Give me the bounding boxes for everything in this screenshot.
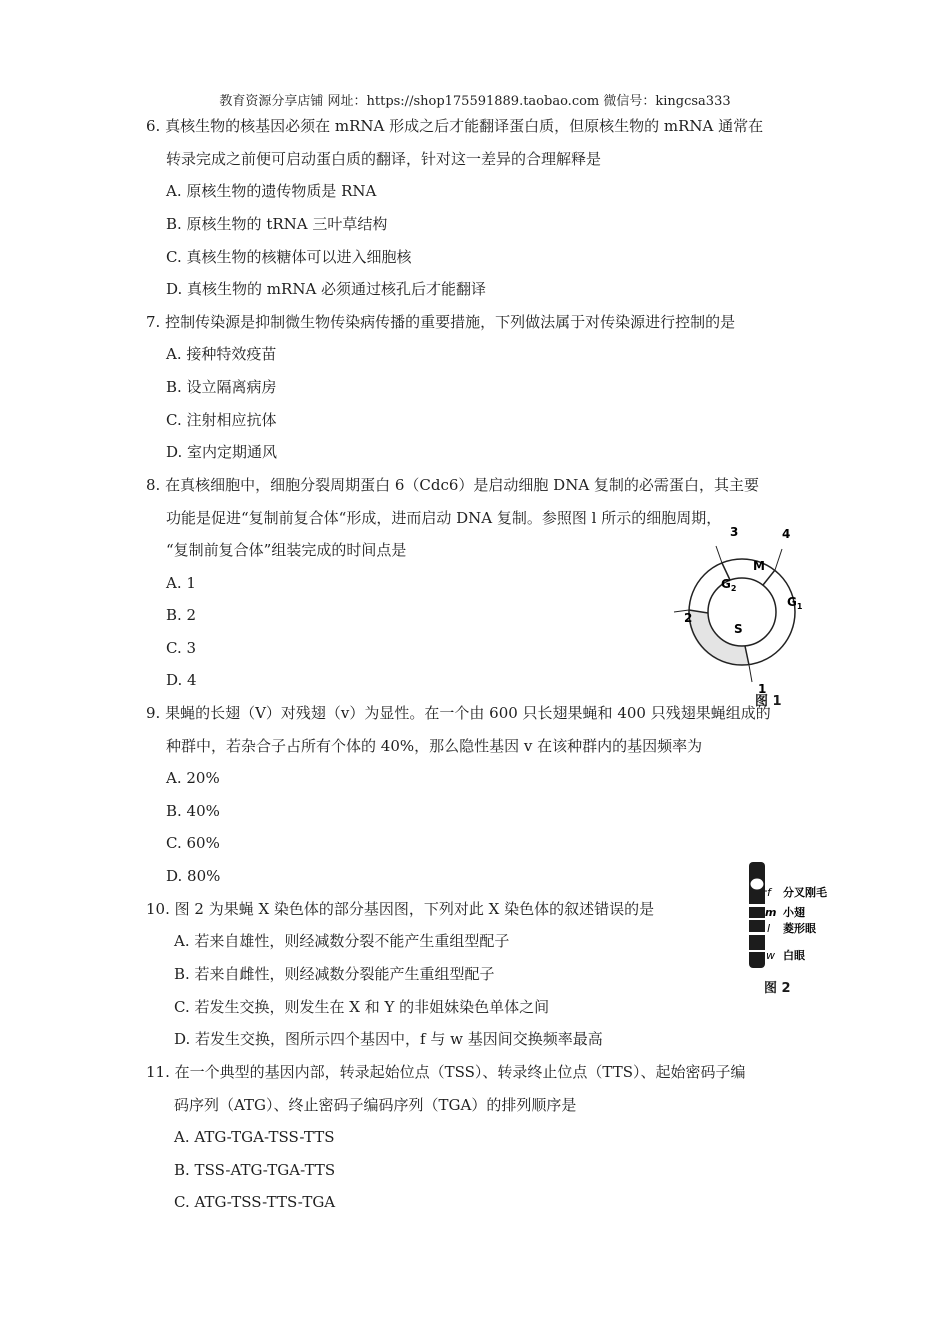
gene-w: w <box>766 949 775 962</box>
label-point-4: 4 <box>782 527 791 541</box>
question-10-stem: 10. 图 2 为果蝇 X 染色体的部分基因图，下列对此 X 染色体的叙述错误的是 <box>146 900 655 918</box>
question-8-option-d: D. 4 <box>166 671 197 689</box>
question-7-option-c: C. 注射相应抗体 <box>166 411 277 429</box>
label-point-1: 1 <box>758 682 767 696</box>
question-11-stem-cont: 码序列（ATG）、终止密码子编码序列（TGA）的排列顺序是 <box>174 1096 577 1114</box>
gene-m: m <box>765 906 777 919</box>
question-10-option-d: D. 若发生交换，图所示四个基因中，f 与 w 基因间交换频率最高 <box>174 1030 603 1048</box>
question-6-option-d: D. 真核生物的 mRNA 必须通过核孔后才能翻译 <box>166 280 487 298</box>
label-point-3: 3 <box>730 525 739 539</box>
pointer-1 <box>749 665 752 682</box>
question-8-option-a: A. 1 <box>166 574 196 592</box>
question-10-option-b: B. 若来自雌性，则经减数分裂能产生重组型配子 <box>174 965 495 983</box>
question-9-option-d: D. 80% <box>166 867 221 885</box>
cell-cycle-figure <box>672 522 832 712</box>
question-8-stem-cont2: “复制前复合体”组装完成的时间点是 <box>166 541 407 559</box>
question-11-option-c: C. ATG-TSS-TTS-TGA <box>174 1193 336 1211</box>
question-9-stem-cont: 种群中，若杂合子占所有个体的 40%，那么隐性基因 v 在该种群内的基因频率为 <box>166 737 703 755</box>
question-7-option-b: B. 设立隔离病房 <box>166 378 277 396</box>
question-9-option-c: C. 60% <box>166 834 220 852</box>
question-8-option-b: B. 2 <box>166 606 197 624</box>
question-8-option-c: C. 3 <box>166 639 197 657</box>
band-1 <box>749 904 765 907</box>
question-7-stem: 7. 控制传染源是抑制微生物传染病传播的重要措施，下列做法属于对传染源进行控制的是 <box>146 313 736 331</box>
gene-l: l <box>767 922 771 935</box>
x-chromosome-figure <box>745 858 845 973</box>
label-m: M <box>753 559 765 573</box>
gene-l-label: 菱形眼 <box>783 922 816 935</box>
gene-m-label: 小翅 <box>783 906 805 919</box>
figure-1-caption: 图 1 <box>755 694 782 709</box>
question-10-option-c: C. 若发生交换，则发生在 X 和 Y 的非姐妹染色单体之间 <box>174 998 550 1016</box>
question-9-option-a: A. 20% <box>166 769 220 787</box>
label-s: S <box>734 622 743 636</box>
centromere <box>750 878 764 890</box>
question-6-option-c: C. 真核生物的核糖体可以进入细胞核 <box>166 248 412 266</box>
question-9-stem: 9. 果蝇的长翅（V）对残翅（v）为显性。在一个由 600 只长翅果蝇和 400 只残翅果蝇组成的 <box>146 704 771 722</box>
pointer-4 <box>775 549 782 570</box>
gene-f-label: 分叉刚毛 <box>783 886 827 899</box>
question-10-option-a: A. 若来自雄性，则经减数分裂不能产生重组型配子 <box>174 932 510 950</box>
s-phase-sector <box>688 610 749 666</box>
label-point-2: 2 <box>684 611 693 625</box>
question-6-option-b: B. 原核生物的 tRNA 三叶草结构 <box>166 215 388 233</box>
question-11-option-b: B. TSS-ATG-TGA-TTS <box>174 1161 336 1179</box>
figure-2-caption: 图 2 <box>764 981 791 996</box>
gene-f: f <box>767 886 771 899</box>
pointer-3 <box>716 546 722 563</box>
label-g1: $G_1$ <box>787 595 803 611</box>
question-6-option-a: A. 原核生物的遗传物质是 RNA <box>166 182 377 200</box>
question-8-stem-cont: 功能是促进“复制前复合体“形成，进而启动 DNA 复制。参照图 l 所示的细胞周期， <box>166 509 722 527</box>
band-2 <box>749 918 765 920</box>
page-header: 教育资源分享店铺 网址：https://shop175591889.taobao.com 微信号：kingcsa333 <box>219 94 731 109</box>
question-11-stem: 11. 在一个典型的基因内部，转录起始位点（TSS）、转录终止位点（TTS）、起始密码子编 <box>146 1063 746 1081</box>
band-4 <box>749 950 765 952</box>
label-g2: $G_2$ <box>721 577 737 593</box>
question-11-option-a: A. ATG-TGA-TSS-TTS <box>174 1128 335 1146</box>
question-9-option-b: B. 40% <box>166 802 220 820</box>
question-7-option-d: D. 室内定期通风 <box>166 443 278 461</box>
question-8-stem: 8. 在真核细胞中，细胞分裂周期蛋白 6（Cdc6）是启动细胞 DNA 复制的必需蛋白，其主要 <box>146 476 759 494</box>
question-6-stem-cont: 转录完成之前便可启动蛋白质的翻译，针对这一差异的合理解释是 <box>166 150 602 168</box>
band-3 <box>749 932 765 935</box>
question-6-stem: 6. 真核生物的核基因必须在 mRNA 形成之后才能翻译蛋白质，但原核生物的 mRNA 通常在 <box>146 117 764 135</box>
gene-w-label: 白眼 <box>783 949 805 962</box>
question-7-option-a: A. 接种特效疫苗 <box>166 345 277 363</box>
